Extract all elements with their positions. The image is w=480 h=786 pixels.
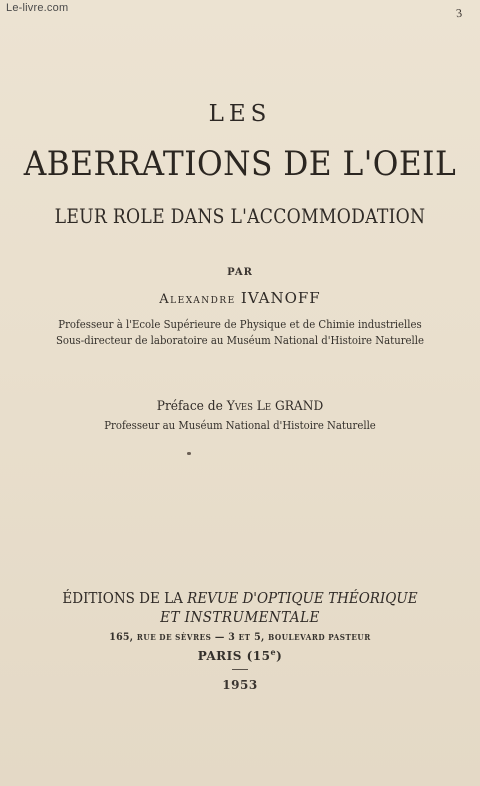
preface-prefix: Préface de <box>156 399 223 414</box>
author-by-label: PAR <box>227 267 253 278</box>
book-title: ABERRATIONS DE L'OEIL <box>23 144 457 184</box>
divider-dash <box>232 669 248 670</box>
publisher-line-1 <box>24 589 456 607</box>
author-affiliation-2: Sous-directeur de laboratoire au Muséum National d'Histoire Naturelle <box>55 334 424 347</box>
book-subtitle: LEUR ROLE DANS L'ACCOMMODATION <box>54 204 426 228</box>
address-numbers: 3 <box>228 631 236 643</box>
preface-affiliation: Professeur au Muséum National d'Histoire Naturelle <box>104 419 376 432</box>
publisher-city <box>0 647 480 663</box>
journal-title-1: REVUE D'OPTIQUE THÉORIQUE <box>187 589 418 607</box>
address-separator: — <box>214 631 225 643</box>
publisher-address <box>24 631 456 643</box>
corner-handwritten-mark: 3 <box>455 5 463 21</box>
city-name: PARIS (15 <box>197 649 271 663</box>
ink-speck <box>187 452 191 455</box>
preface-author-name: Yves Le <box>226 399 272 414</box>
address-boulevard: BOULEVARD PASTEUR <box>268 632 371 642</box>
address-rue: RUE DE SÈVRES <box>136 632 212 642</box>
title-line-les: LES <box>208 101 272 127</box>
city-arrondissement-sup: e <box>270 647 277 657</box>
watermark-text: Le-livre.com <box>6 2 69 14</box>
publisher-prefix: ÉDITIONS DE LA <box>62 589 183 607</box>
author-name <box>0 289 480 307</box>
address-numbers-2: 5, <box>254 631 265 643</box>
preface-author-surname: GRAND <box>274 399 324 414</box>
author-family-name: IVANOFF <box>240 289 321 307</box>
city-close: ) <box>276 649 283 663</box>
preface-line <box>14 399 465 414</box>
address-et: ET <box>238 632 251 642</box>
address-number: 165, <box>109 631 134 643</box>
author-given-name: Alexandre <box>159 292 236 307</box>
journal-title-2: ET INSTRUMENTALE <box>160 608 320 626</box>
author-affiliation-1: Professeur à l'Ecole Supérieure de Physique et de Chimie industrielles <box>58 318 422 331</box>
publication-year: 1953 <box>222 678 258 692</box>
